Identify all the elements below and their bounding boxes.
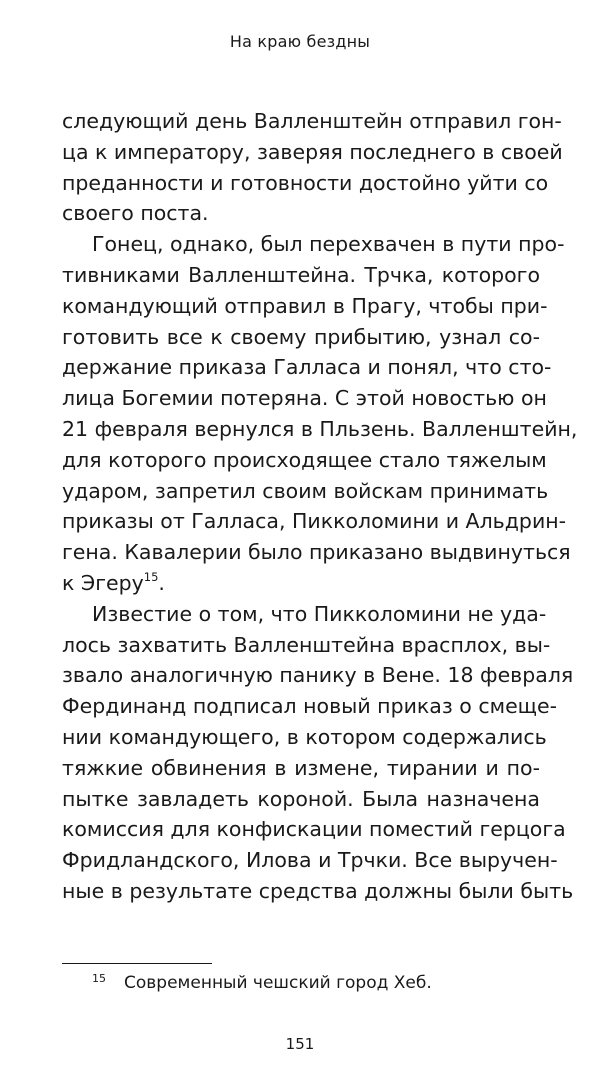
text-line: тяжкие обвинения в измене, тирании и по- [62,755,540,780]
text-line: для которого происходящее стало тяжелым [62,447,547,472]
footnote-number: 15 [92,972,106,985]
text-line: 21 февраля вернулся в Пльзень. Валленштейн, [62,416,578,441]
text-line [62,568,540,599]
text-line: ца к императору, заверяя последнего в своей [62,139,563,164]
text-line: ные в результате средства должны были быть [62,878,574,903]
text-line: своего поста. [62,201,209,226]
text-line: лица Богемии потеряна. С этой новостью он [62,386,547,411]
text-line: готовить все к своему прибытию, узнал со- [62,324,540,349]
text-line: лось захватить Валленштейна врасплох, вы- [62,632,551,657]
text-line: Фердинанд подписал новый приказ о смеще- [62,694,558,719]
text-line: гена. Кавалерии было приказано выдвинуться [62,540,571,565]
text-fragment: к Эгеру [62,570,144,595]
page-number: 151 [285,1035,315,1053]
text-line: тивниками Валленштейна. Трчка, которого [62,262,540,287]
text-line: командующий отправил в Прагу, чтобы при- [62,293,548,318]
text-line: комиссия для конфискации поместий герцога [62,817,566,842]
text-line: Гонец, однако, был перехвачен в пути про- [92,232,565,257]
footnote-ref[interactable]: 15 [143,569,159,584]
text-line: Известие о том, что Пикколомини не уда- [92,601,547,626]
running-head: На краю бездны [229,32,371,51]
text-line: преданности и готовности достойно уйти со [62,170,549,195]
text-line: приказы от Галласа, Пикколомини и Альдрин- [62,509,567,534]
text-fragment: . [158,570,165,595]
text-line: держание приказа Галласа и понял, что сто- [62,355,552,380]
text-line: Фридландского, Илова и Трчки. Все выручен- [62,848,558,873]
body-text [62,106,578,907]
text-line: ударом, запретил своим войскам принимать [62,478,549,503]
text-line: звало аналогичную панику в Вене. 18 февраля [62,663,574,688]
footnote [92,972,432,993]
text-line: следующий день Валленштейн отправил гон- [62,109,562,133]
footnote-divider [62,963,212,964]
text-line: нии командующего, в котором содержались [62,724,547,749]
text-line: пытке завладеть короной. Была назначена [62,786,540,811]
footnote-text: Современный чешский город Хеб. [124,973,432,993]
